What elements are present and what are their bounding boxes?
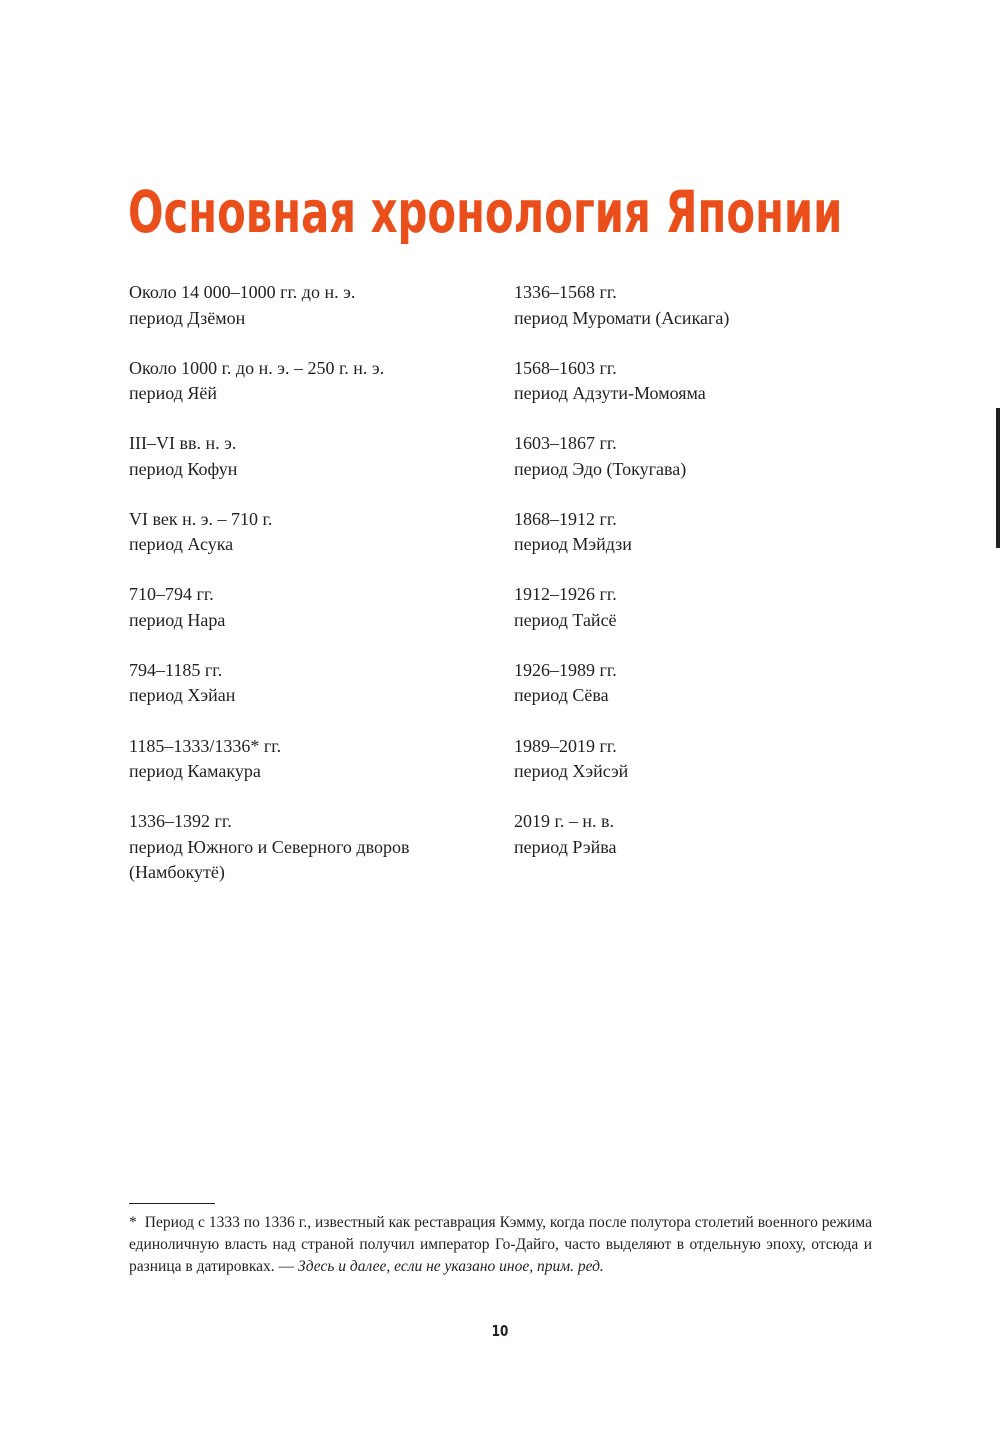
entry-dates: 1926–1989 гг. bbox=[514, 659, 617, 680]
entry-dates: 1336–1392 гг. bbox=[129, 811, 232, 832]
entry-period-name: период Сёва bbox=[514, 685, 609, 706]
timeline-entry-reiwa bbox=[514, 809, 874, 885]
entry-period-name: период Муромати (Асикага) bbox=[514, 307, 730, 328]
entry-dates: 1185–1333/1336* гг. bbox=[129, 735, 282, 756]
entry-period-name: период Яёй bbox=[129, 383, 218, 404]
timeline-entry-heian bbox=[129, 658, 489, 734]
entry-period-name: период Мэйдзи bbox=[514, 534, 632, 555]
timeline-entry-edo bbox=[514, 431, 874, 507]
entry-period-name: период Дзёмон bbox=[129, 307, 246, 328]
entry-dates: 1912–1926 гг. bbox=[514, 584, 617, 605]
timeline-entry-nara bbox=[129, 582, 489, 658]
entry-period-name: период Адзути-Момояма bbox=[514, 383, 706, 404]
entry-period-name: период Южного и Северного дворов bbox=[129, 836, 410, 857]
entry-period-name: период Хэйан bbox=[129, 685, 236, 706]
timeline-entry-taisho bbox=[514, 582, 874, 658]
entry-dates: III–VI вв. н. э. bbox=[129, 433, 237, 454]
timeline-entry-yayoi bbox=[129, 356, 489, 432]
entry-dates: 1568–1603 гг. bbox=[514, 357, 617, 378]
timeline-entry-showa bbox=[514, 658, 874, 734]
timeline-entry-asuka bbox=[129, 507, 489, 583]
entry-period-name: период Камакура bbox=[129, 761, 261, 782]
timeline-entry-kamakura bbox=[129, 734, 489, 810]
entry-period-name: период Кофун bbox=[129, 458, 238, 479]
footnote-text: Период с 1333 по 1336 г., известный как реставрация Кэмму, когда после полутора столетий военного режима единоличную власть над страной получил император Го-Дайго, часто выделяют в отдельную эпоху, отсюда и разница в датировках. — bbox=[129, 1214, 872, 1275]
entry-period-name: период Хэйсэй bbox=[514, 761, 629, 782]
entry-dates: VI век н. э. – 710 г. bbox=[129, 508, 273, 529]
entry-dates: 794–1185 гг. bbox=[129, 659, 223, 680]
timeline-entry-azuchi-momoyama bbox=[514, 356, 874, 432]
footnote-editor-note: Здесь и далее, если не указано иное, прим. ред. bbox=[297, 1258, 604, 1275]
page-edge-mark bbox=[996, 408, 1000, 548]
entry-dates: 2019 г. – н. в. bbox=[514, 811, 614, 832]
entry-dates: 710–794 гг. bbox=[129, 584, 214, 605]
timeline-column-right bbox=[514, 280, 874, 885]
timeline-entry-meiji bbox=[514, 507, 874, 583]
entry-dates: 1336–1568 гг. bbox=[514, 282, 617, 302]
entry-dates: Около 1000 г. до н. э. – 250 г. н. э. bbox=[129, 357, 385, 378]
entry-period-name: период Эдо (Токугава) bbox=[514, 458, 687, 479]
timeline-entry-nanbokucho bbox=[129, 809, 489, 885]
entry-period-name: период Рэйва bbox=[514, 836, 617, 857]
entry-period-name: период Тайсё bbox=[514, 609, 617, 630]
entry-dates: 1989–2019 гг. bbox=[514, 735, 617, 756]
footnote bbox=[129, 1212, 872, 1278]
entry-dates: Около 14 000–1000 гг. до н. э. bbox=[129, 282, 356, 302]
timeline-entry-kofun bbox=[129, 431, 489, 507]
timeline-entry-jomon bbox=[129, 280, 489, 356]
entry-dates: 1868–1912 гг. bbox=[514, 508, 617, 529]
page-number: 10 bbox=[491, 1322, 509, 1340]
entry-period-name: период Асука bbox=[129, 534, 234, 555]
entry-period-name-continued: (Намбокутё) bbox=[129, 862, 225, 883]
entry-dates: 1603–1867 гг. bbox=[514, 433, 617, 454]
timeline-column-left bbox=[129, 280, 489, 885]
page-title: Основная хронология Японии bbox=[128, 178, 843, 246]
timeline-entry-muromachi bbox=[514, 280, 874, 356]
entry-period-name: период Нара bbox=[129, 609, 226, 630]
footnote-divider bbox=[129, 1203, 215, 1204]
timeline-entry-heisei bbox=[514, 734, 874, 810]
footnote-marker: * bbox=[129, 1214, 137, 1231]
